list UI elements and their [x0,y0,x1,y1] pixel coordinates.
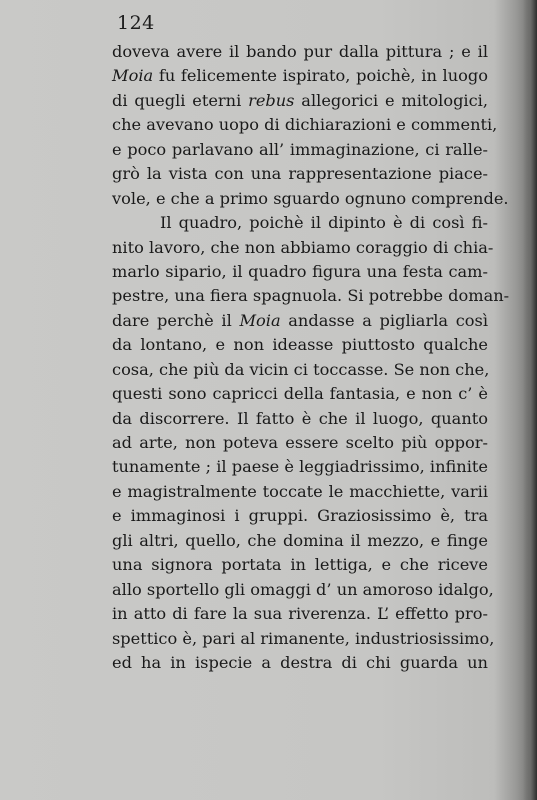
text-line [112,162,488,186]
text-line [112,309,488,333]
text-segment: nito lavoro, che non abbiamo coraggio di chia- [112,237,494,257]
text-line [112,553,488,577]
text-line [112,578,494,602]
text-line [112,89,488,113]
text-line [112,64,488,88]
text-segment: e poco parlavano all’ immaginazione, ci ralle- [112,139,488,159]
text-segment: ad arte, non poteva essere scelto più oppor- [112,433,488,452]
page-number: 124 [117,12,155,34]
text-line [112,480,488,504]
text-segment: da discorrere. Il fatto è che il luogo, quanto [112,408,488,428]
text-segment: da lontano, e non ideasse piuttosto qualche [112,335,488,355]
text-segment: andasse a pigliarla così [280,310,488,330]
text-line [112,236,494,260]
text-segment: fu felicemente ispirato, poichè, in luogo [153,66,488,86]
text-line [112,358,488,382]
text-segment: una signora portata in lettiga, e che riceve [112,555,488,575]
text-line [112,260,488,284]
italic-text: Moia [239,310,281,330]
text-segment: allegorici e mitologici, [294,90,488,110]
text-segment: che avevano uopo di dichiarazioni e commenti, [112,115,498,135]
text-line [112,431,488,455]
text-line [112,504,488,528]
text-line [112,113,498,137]
text-line [112,187,509,211]
text-line [112,602,488,626]
text-segment: marlo sipario, il quadro figura una festa cam- [112,261,488,281]
text-segment: Il quadro, poichè il dipinto è di così fi- [160,213,488,233]
text-line [112,211,488,235]
text-segment: spettico è, pari al rimanente, industriosissimo, [112,628,495,648]
text-line [112,382,488,406]
italic-text: rebus [248,90,295,110]
text-segment: vole, e che a primo sguardo ognuno comprende. [112,188,509,208]
text-segment: dare perchè il [112,310,240,330]
text-segment: doveva avere il bando pur dalla pittura ; e il [112,42,488,61]
page-edge-shadow [523,0,537,800]
text-segment: e immaginosi i gruppi. Graziosissimo è, tra [112,506,488,526]
text-segment: di quegli eterni [112,90,249,110]
text-segment: grò la vista con una rappresentazione piace- [112,164,488,184]
text-segment: e magistralmente toccate le macchiette, varii [112,481,488,501]
text-line [112,529,488,553]
text-line [112,333,488,357]
text-segment: allo sportello gli omaggi d’ un amoroso idalgo, [112,579,494,599]
text-line [112,407,488,431]
text-segment: tunamente ; il paese è leggiadrissimo, infinite [112,457,488,477]
text-segment: questi sono capricci della fantasia, e non c’ è [112,384,488,404]
text-line [112,138,488,162]
text-line [112,40,488,64]
body-text [112,40,510,675]
text-line [112,284,510,308]
text-segment: pestre, una fiera spagnuola. Si potrebbe doman- [112,286,510,306]
text-line [112,627,495,651]
text-segment: cosa, che più da vicin ci toccasse. Se non che, [112,359,490,379]
text-segment: in atto di fare la sua riverenza. L’ effetto pro- [112,604,488,624]
italic-text: Moia [112,66,154,86]
text-segment: gli altri, quello, che domina il mezzo, e finge [112,530,488,550]
text-segment: ed ha in ispecie a destra di chi guarda un [112,652,488,672]
text-line [112,651,488,675]
text-line [112,455,488,479]
